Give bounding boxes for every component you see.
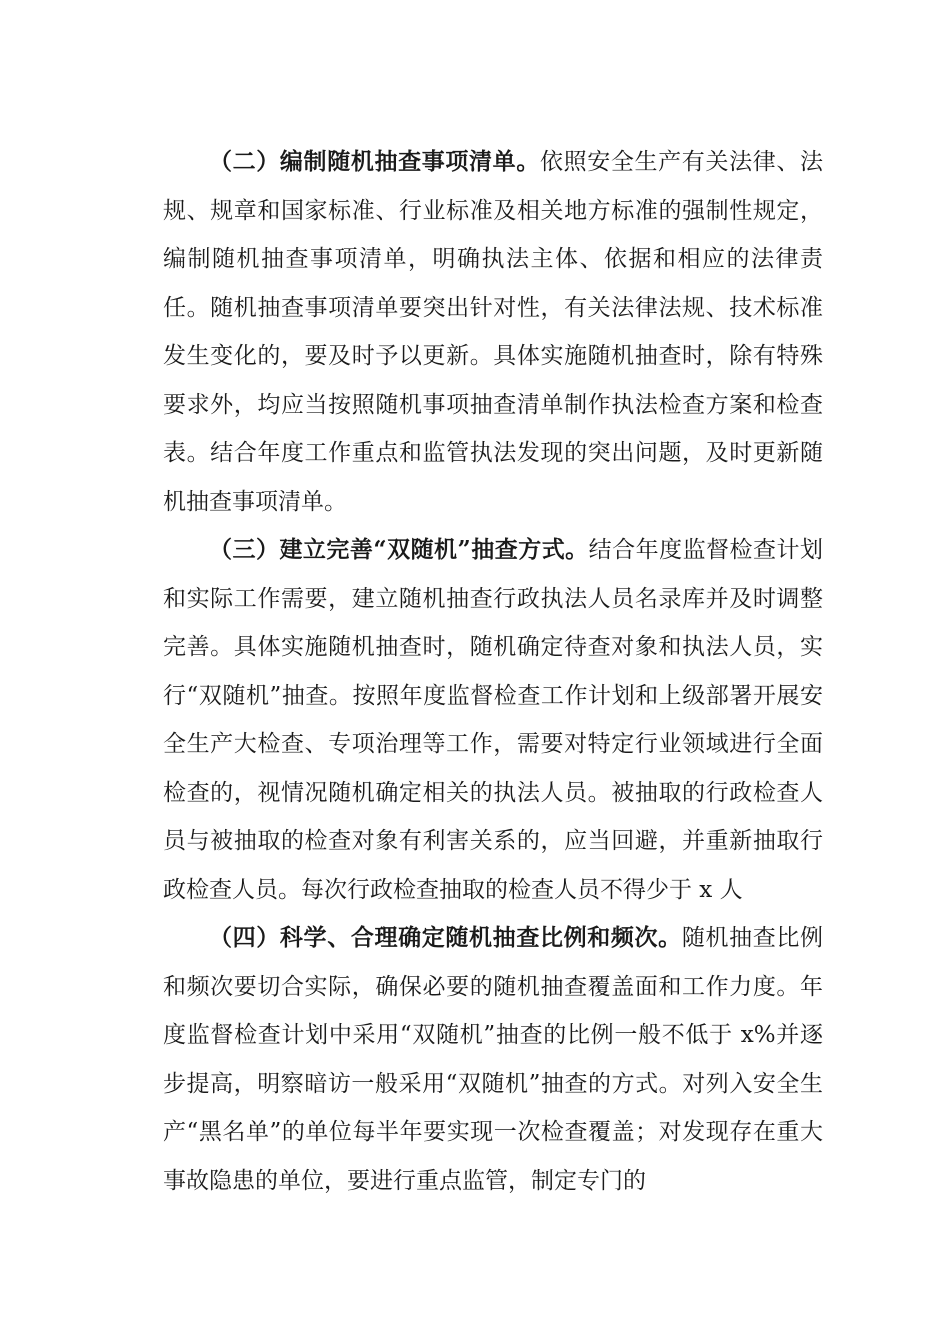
paragraph-heading: （四）科学、合理确定随机抽查比例和频次。: [209, 924, 682, 951]
paragraph-text: 依照安全生产有关法律、法规、规章和国家标准、行业标准及相关地方标准的强制性规定，编制随机抽查事项清单，明确执法主体、依据和相应的法律责任。随机抽查事项清单要突出针对性，有关法律法规、技术标准发生变化的，要及时予以更新。具体实施随机抽查时，除有特殊要求外，均应当按照随机事项抽查清单制作执法检查方案和检查表。结合年度工作重点和监管执法发现的突出问题，及时更新随机抽查事项清单。: [163, 149, 824, 515]
paragraph-text: 结合年度监督检查计划和实际工作需要，建立随机抽查行政执法人员名录库并及时调整完善。具体实施随机抽查时，随机确定待查对象和执法人员，实行“双随机”抽查。按照年度监督检查工作计划和上级部署开展安全生产大检查、专项治理等工作，需要对特定行业领域进行全面检查的，视情况随机确定相关的执法人员。被抽取的行政检查人员与被抽取的检查对象有利害关系的，应当回避，并重新抽取行政检查人员。每次行政检查抽取的检查人员不得少于 x 人: [163, 537, 823, 903]
paragraph-text: 随机抽查比例和频次要切合实际，确保必要的随机抽查覆盖面和工作力度。年度监督检查计划中采用“双随机”抽查的比例一般不低于 x%并逐步提高，明察暗访一般采用“双随机”抽查的方式。对列入安全生产“黑名单”的单位每半年要实现一次检查覆盖；对发现存在重大事故隐患的单位，要进行重点监管，制定专门的: [163, 925, 824, 1194]
paragraph-heading: （三）建立完善“双随机”抽查方式。: [209, 536, 589, 563]
paragraph-double-random-method: [163, 526, 823, 914]
paragraph-heading: （二）编制随机抽查事项清单。: [209, 148, 540, 175]
paragraph-compile-checklist: [163, 138, 823, 526]
paragraph-ratio-frequency: [163, 914, 823, 1205]
document-body: [163, 138, 823, 1205]
